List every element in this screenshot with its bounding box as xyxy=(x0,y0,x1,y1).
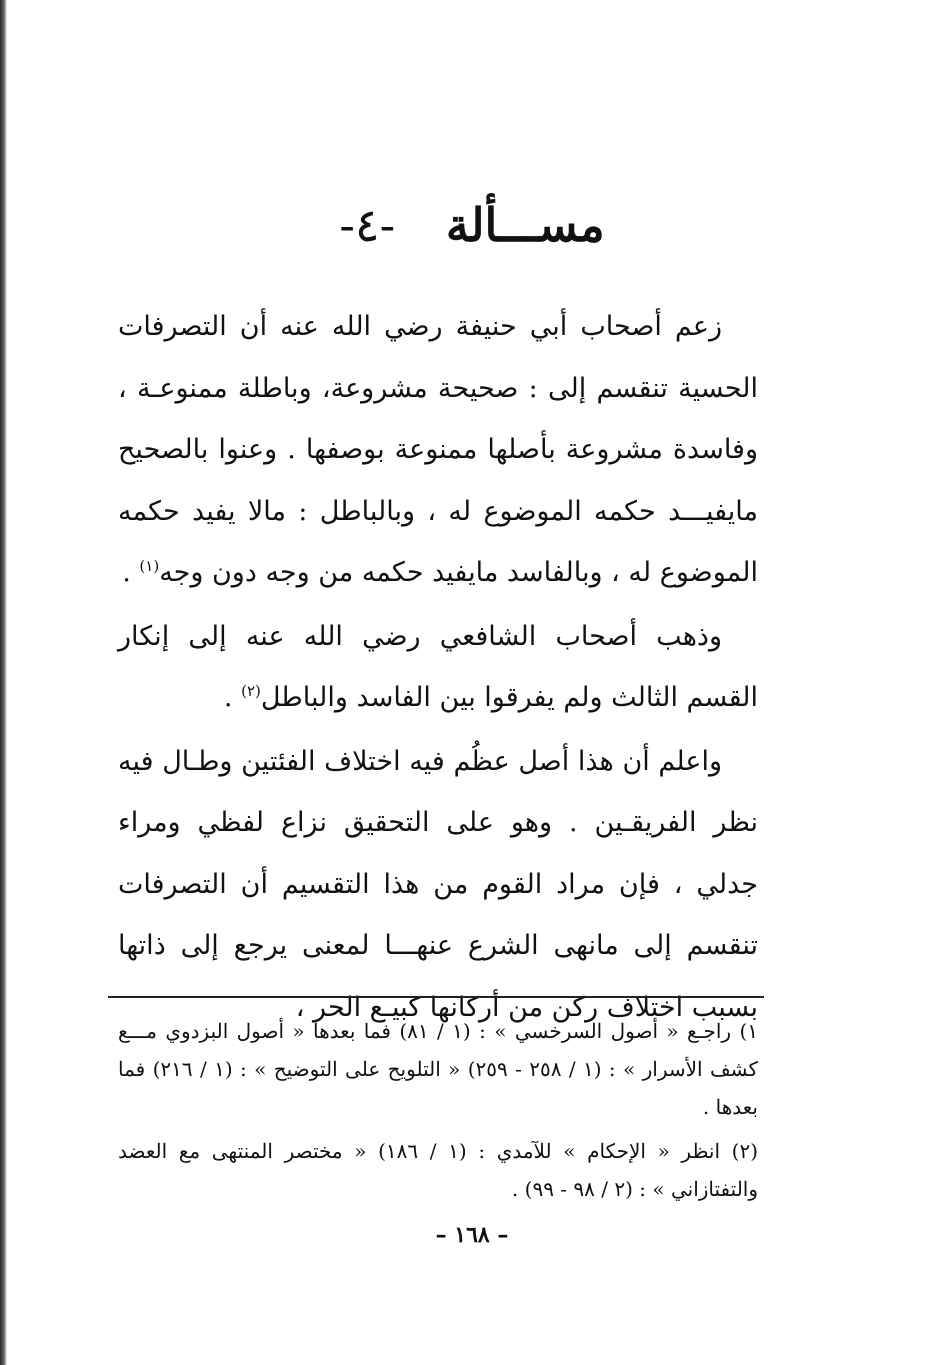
paragraph-1-text: زعم أصحاب أبي حنيفة رضي الله عنه أن التصرفات الحسية تنقسم إلى : صحيحة مشروعة، وباطلة ممنوعـة ، وفاسدة مشروعة بأصلها ممنوعة بوصفها . وعنوا بالصحيح مايفيـــد حكمه الموضوع له ، وبالباطل : مالا يفيد حكمه الموضوع له ، وبالفاسد مايفيد حكمه من وجه دون وجه xyxy=(118,311,758,588)
paragraph-1 xyxy=(118,296,758,604)
chapter-heading xyxy=(0,190,944,260)
footnote-2: (٢) انظر « الإحكام » للآمدي : (١ / ١٨٦) « مختصر المنتهى مع العضد والتفتازاني » : (٢ / ٩٨ - ٩٩) . xyxy=(118,1139,758,1201)
footnote-divider xyxy=(108,996,764,998)
footnote-ref-1: (١) xyxy=(139,557,160,575)
paragraph-1-end: . xyxy=(122,557,140,588)
paragraph-2-end: . xyxy=(223,682,242,713)
paragraph-2-text: وذهب أصحاب الشافعي رضي الله عنه إلى إنكار القسم الثالث ولم يفرقوا بين الفاسد والباطل xyxy=(118,620,758,713)
paragraph-3 xyxy=(118,731,758,1039)
heading-number: -٤- xyxy=(339,198,396,252)
page-number: – ١٦٨ – xyxy=(435,1222,509,1248)
heading-word: مســـألة xyxy=(445,198,605,252)
body-text xyxy=(118,296,758,1038)
paragraph-2 xyxy=(118,606,758,729)
footnotes xyxy=(118,1012,758,1208)
footnote-ref-2: (٢) xyxy=(241,682,261,700)
footnote-1: ١) راجـع « أصول السرخسي » : (١ / ٨١) فما بعدها « أصول البزدوي مـــع كشف الأسرار » : (١ / ٢٥٨ - ٢٥٩) « التلويح على التوضيح » : (١ / ٢١٦) فما بعدها . xyxy=(118,1019,759,1119)
paragraph-3-text: واعلم أن هذا أصل عظُم فيه اختلاف الفئتين وطـال فيه نظر الفريقـين . وهو على التحقيق نزاع لفظي ومراء جدلي ، فإن مراد القوم من هذا التقسيم أن التصرفات تنقسم إلى مانهى الشرع عنهـــا لمعنى يرجع إلى ذاتها بسبب اختلاف ركن من أركانها كبيـع الحر ، xyxy=(118,745,758,1023)
